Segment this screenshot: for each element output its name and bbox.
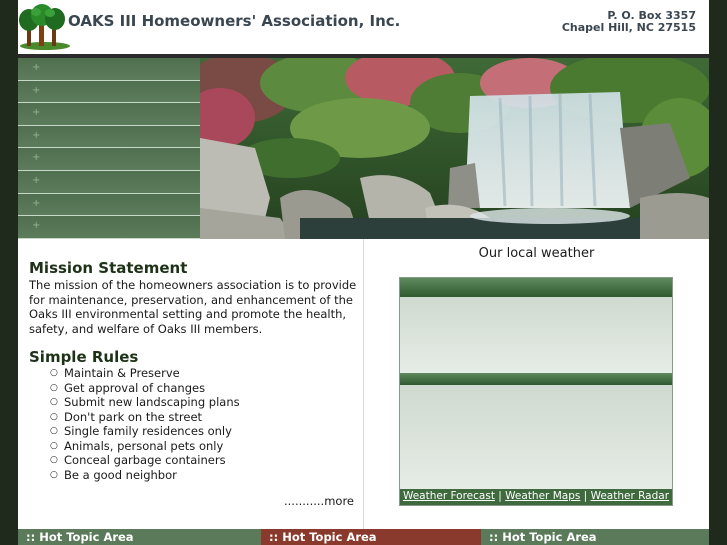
plus-icon: +: [32, 174, 41, 186]
weather-links-bar: [400, 489, 672, 505]
list-item: [50, 467, 240, 483]
hot-topic-link[interactable]: :: Hot Topic Area: [261, 529, 481, 545]
page: [18, 0, 709, 545]
mission-heading: Mission Statement: [29, 259, 188, 277]
waterfall-banner-image: [200, 58, 709, 239]
plus-icon: +: [32, 107, 41, 119]
bullet-icon: ○: [50, 368, 58, 378]
more-link[interactable]: ...........more: [284, 494, 354, 508]
list-item: [50, 453, 240, 468]
plus-icon: +: [32, 220, 41, 232]
weather-header-band: [400, 278, 672, 297]
nav-item[interactable]: [18, 81, 200, 104]
address-line-2: Chapel Hill, NC 27515: [561, 21, 696, 34]
rule-text: Submit new landscaping plans: [64, 395, 240, 409]
weather-panel: [400, 385, 672, 490]
site-title: OAKS III Homeowners' Association, Inc.: [68, 12, 401, 30]
mission-line: for maintenance, preservation, and enhancement of the: [29, 292, 353, 307]
header: [18, 0, 709, 55]
mission-text: [29, 278, 359, 336]
weather-maps-link[interactable]: Weather Maps: [505, 490, 581, 502]
mission-line: Oaks III environmental setting and promote the health,: [29, 307, 347, 321]
plus-icon: +: [32, 62, 41, 73]
bullet-icon: ○: [50, 440, 58, 451]
plus-icon: +: [32, 152, 41, 164]
list-item: [50, 424, 240, 439]
nav-item[interactable]: [18, 194, 200, 217]
weather-heading: Our local weather: [478, 246, 595, 261]
rule-text: Don't park on the street: [64, 409, 203, 424]
plus-icon: +: [32, 129, 41, 141]
nav-item[interactable]: [18, 148, 200, 171]
nav-item[interactable]: [18, 216, 200, 239]
weather-forecast-link[interactable]: Weather Forecast: [402, 490, 495, 502]
mission-line: The mission of the homeowners association is to provide: [29, 278, 357, 292]
column-divider: [363, 239, 364, 529]
plus-icon: +: [32, 84, 41, 96]
nav-item[interactable]: [18, 126, 200, 149]
link-separator: |: [580, 490, 591, 502]
list-item: [50, 366, 240, 381]
rule-text: Be a good neighbor: [64, 467, 177, 482]
rules-heading: Simple Rules: [29, 348, 139, 366]
sidebar-nav: [18, 58, 200, 239]
bullet-icon: ○: [50, 455, 58, 465]
rule-text: Single family residences only: [64, 424, 232, 438]
hot-topic-link[interactable]: :: Hot Topic Area: [18, 529, 261, 545]
plus-icon: +: [32, 197, 41, 209]
mission-line: safety, and welfare of Oaks III members.: [29, 321, 263, 336]
bullet-icon: ○: [50, 426, 58, 436]
bullet-icon: ○: [50, 382, 58, 393]
link-separator: |: [494, 490, 506, 502]
bullet-icon: ○: [50, 469, 58, 480]
nav-item[interactable]: [18, 58, 200, 81]
address-line-1: P. O. Box 3357: [607, 9, 696, 22]
hot-topic-link[interactable]: :: Hot Topic Area: [481, 529, 709, 545]
bullet-icon: ○: [50, 397, 58, 407]
rules-list: [50, 366, 240, 482]
nav-item[interactable]: [18, 171, 200, 194]
weather-panel: [400, 297, 672, 373]
weather-widget: [399, 277, 673, 506]
list-item: [50, 409, 240, 425]
bullet-icon: ○: [50, 411, 58, 422]
list-item: [50, 380, 240, 396]
oak-trees-logo: [18, 4, 72, 50]
mailing-address: [562, 10, 696, 34]
rule-text: Conceal garbage containers: [64, 453, 226, 467]
list-item: [50, 395, 240, 410]
hot-topic-bar: [18, 529, 709, 545]
weather-divider-band: [400, 373, 672, 385]
rule-text: Get approval of changes: [64, 380, 206, 395]
list-item: [50, 438, 240, 454]
weather-radar-link[interactable]: Weather Radar: [590, 490, 670, 502]
rule-text: Maintain & Preserve: [64, 366, 180, 380]
nav-item[interactable]: [18, 103, 200, 126]
rule-text: Animals, personal pets only: [64, 438, 224, 453]
